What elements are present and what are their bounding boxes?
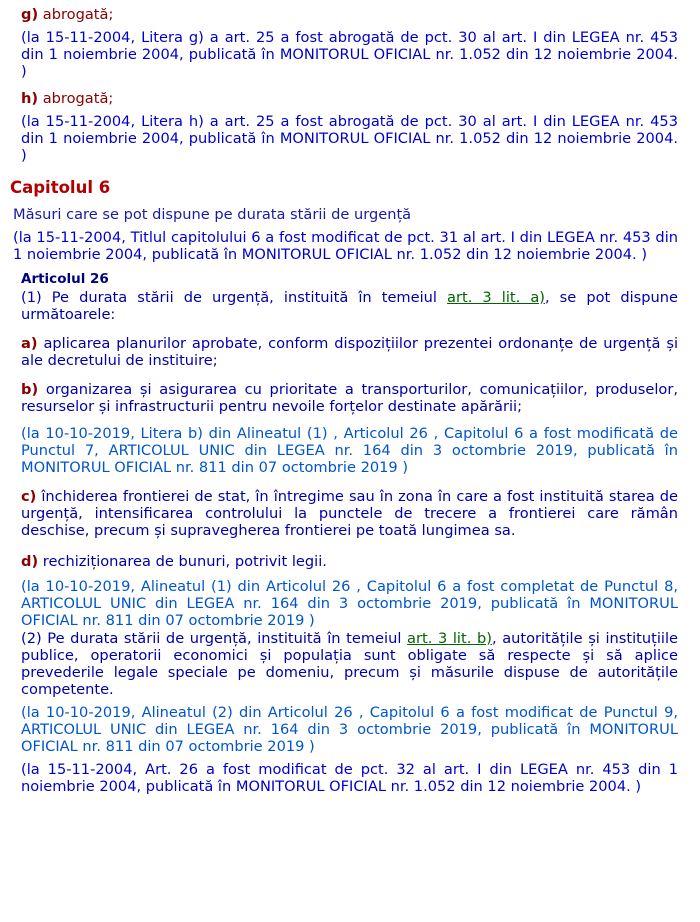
item-c	[10, 488, 678, 539]
item-d	[10, 553, 678, 570]
letter-h-note: (la 15-11-2004, Litera h) a art. 25 a fost abrogată de pct. 30 al art. I din LEGEA nr. 453 din 1 noiembrie 2004, publicată în MONITORUL OFICIAL nr. 1.052 din 12 noiembrie 2004. )	[21, 113, 678, 164]
item-b-label: b)	[21, 381, 39, 398]
letter-g	[10, 6, 678, 23]
para-1-text-start: (1) Pe durata stării de urgență, instituită în temeiul	[21, 289, 448, 306]
item-a-text: aplicarea planurilor aprobate, conform dispozițiilor prezentei ordonanțe de urgență și ale decretului de instituire;	[21, 335, 678, 369]
para-2-text-end: , autoritățile și instituțiile publice, operatorii economici și populația sunt obligate să respecte și să aplice prevederile legale speciale pe domeniu, precum și măsurile dispuse de autoritățile competente.	[21, 630, 679, 698]
item-b-note: (la 10-10-2019, Litera b) din Alineatul (1) , Articolul 26 , Capitolul 6 a fost modificată de Punctul 7, ARTICOLUL UNIC din LEGEA nr. 164 din 3 octombrie 2019, publicată în MONITORUL OFICIAL nr. 811 din 07 octombrie 2019 )	[21, 425, 678, 476]
letter-h-label: h)	[21, 90, 39, 107]
item-d-label: d)	[21, 553, 39, 570]
item-c-text: închiderea frontierei de stat, în întregime sau în zona în care a fost instituită starea de urgență, intensificarea controlului la punctele de trecere a frontierei care rămân deschise, precum și supravegherea frontierei pe toată lungimea sa.	[21, 488, 678, 539]
letter-g-note: (la 15-11-2004, Litera g) a art. 25 a fost abrogată de pct. 30 al art. I din LEGEA nr. 453 din 1 noiembrie 2004, publicată în MONITORUL OFICIAL nr. 1.052 din 12 noiembrie 2004. )	[21, 29, 678, 80]
item-b	[10, 381, 678, 415]
chapter-heading: Capitolul 6	[10, 178, 111, 197]
letter-g-label: g)	[21, 6, 39, 23]
article-heading: Articolul 26	[21, 271, 109, 287]
chapter-title: Măsuri care se pot dispune pe durata stării de urgență	[13, 206, 412, 223]
letter-g-text: abrogată;	[42, 6, 114, 23]
item-d-note: (la 10-10-2019, Alineatul (1) din Articolul 26 , Capitolul 6 a fost completat de Punctul 8, ARTICOLUL UNIC din LEGEA nr. 164 din 3 octombrie 2019, publicată în MONITORUL OFICIAL nr. 811 din 07 octombrie 2019 )	[21, 578, 678, 629]
article-para-2	[10, 630, 678, 698]
link-art-3-lit-a[interactable]: art. 3 lit. a)	[447, 289, 545, 306]
item-c-label: c)	[21, 488, 37, 505]
item-b-text: organizarea și asigurarea cu prioritate a transporturilor, comunicațiilor, produselor, resurselor și infrastructurii pentru nevoile forțelor destinate apărării;	[21, 381, 679, 415]
article-para-1	[10, 289, 678, 323]
para-2-text-start: (2) Pe durata stării de urgență, instituită în temeiul	[21, 630, 408, 647]
item-a	[10, 335, 678, 369]
article-final-note: (la 15-11-2004, Art. 26 a fost modificat de pct. 32 al art. I din LEGEA nr. 453 din 1 noiembrie 2004, publicată în MONITORUL OFICIAL nr. 1.052 din 12 noiembrie 2004. )	[21, 761, 678, 795]
item-d-text: rechiziționarea de bunuri, potrivit legii.	[42, 553, 327, 570]
letter-h-text: abrogată;	[42, 90, 114, 107]
link-art-3-lit-b[interactable]: art. 3 lit. b)	[407, 630, 492, 647]
para-1-text-end: , se pot dispune următoarele:	[21, 289, 678, 323]
para-2-note: (la 10-10-2019, Alineatul (2) din Articolul 26 , Capitolul 6 a fost modificat de Punctul 9, ARTICOLUL UNIC din LEGEA nr. 164 din 3 octombrie 2019, publicată în MONITORUL OFICIAL nr. 811 din 07 octombrie 2019 )	[21, 704, 678, 755]
document-page	[0, 6, 700, 795]
letter-h	[10, 90, 678, 107]
item-a-label: a)	[21, 335, 38, 352]
chapter-note: (la 15-11-2004, Titlul capitolului 6 a fost modificat de pct. 31 al art. I din LEGEA nr. 453 din 1 noiembrie 2004, publicată în MONITORUL OFICIAL nr. 1.052 din 12 noiembrie 2004. )	[13, 229, 678, 263]
